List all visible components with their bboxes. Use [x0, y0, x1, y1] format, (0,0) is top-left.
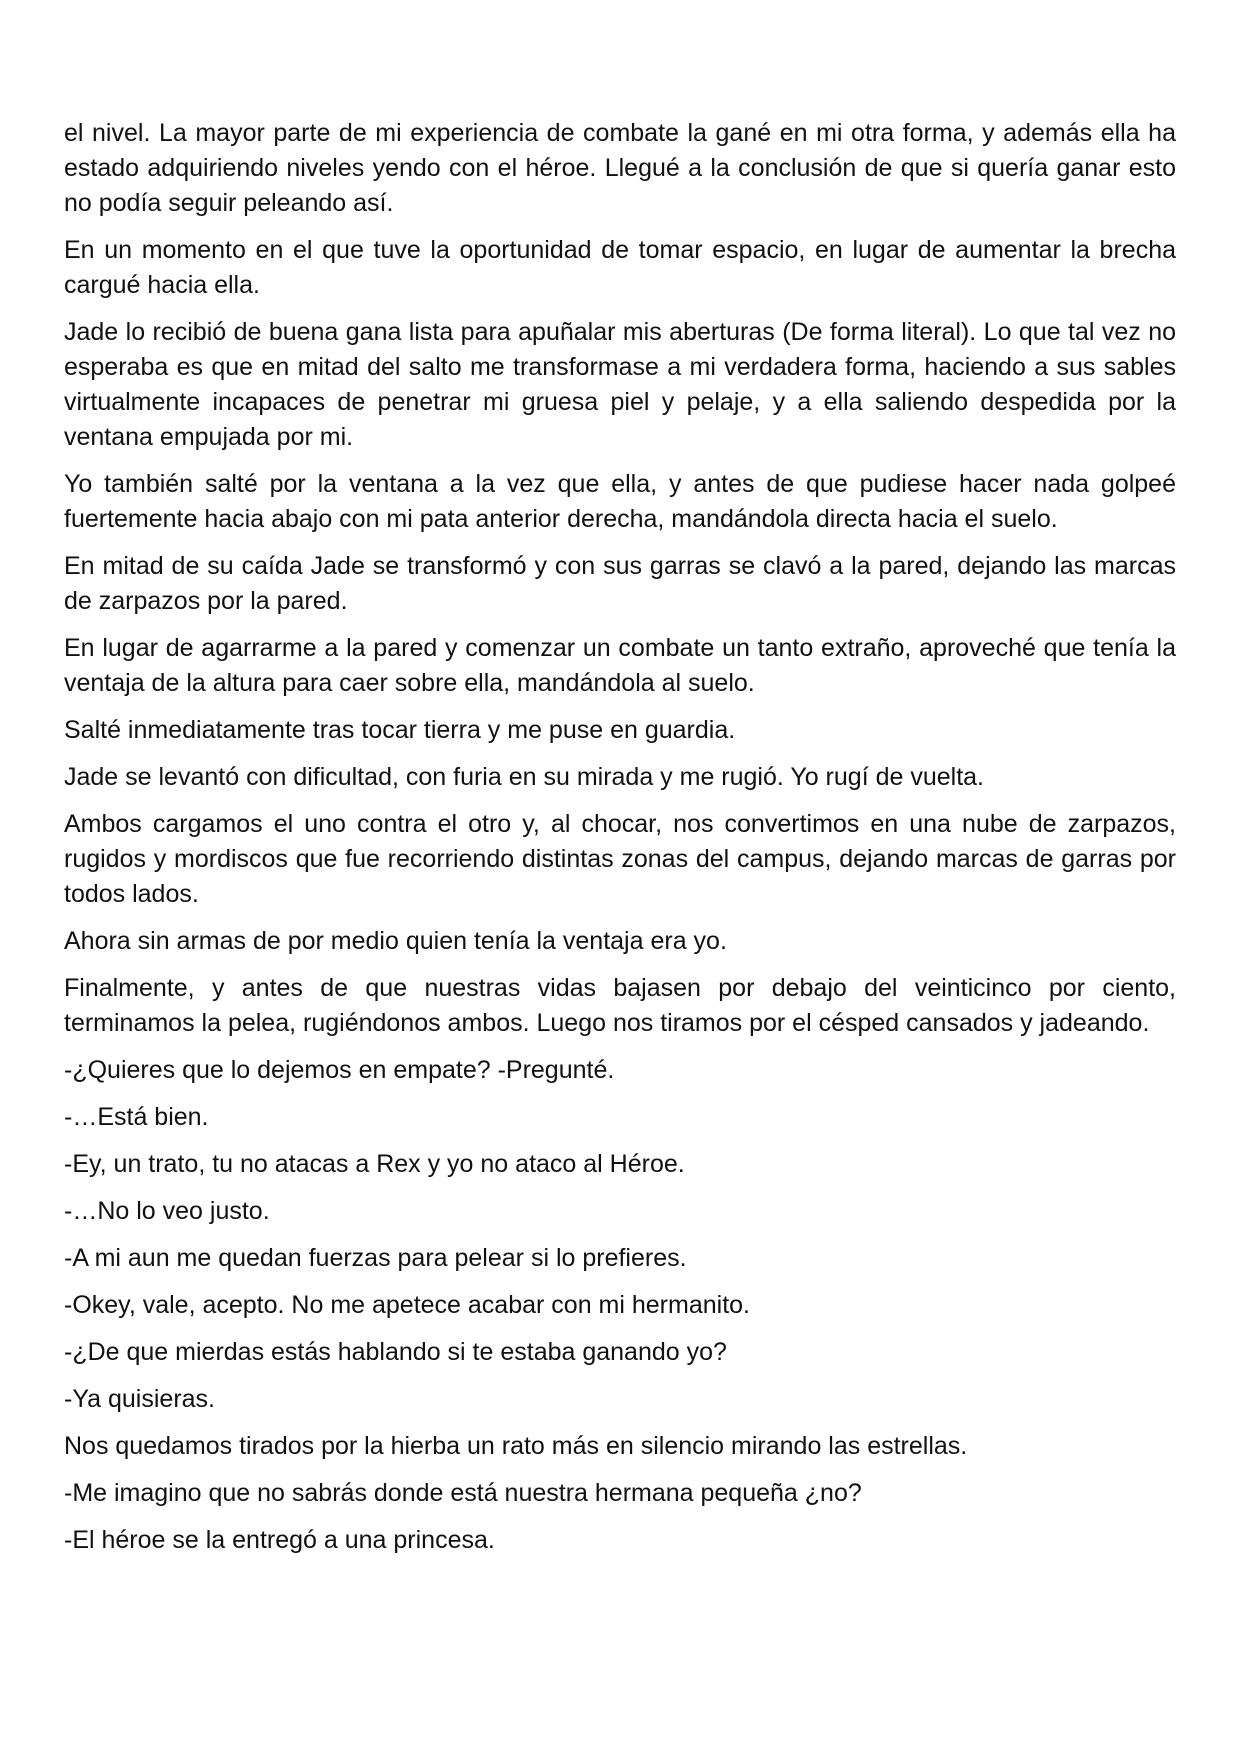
paragraph-7: Salté inmediatamente tras tocar tierra y me puse en guardia.: [64, 716, 736, 744]
paragraph-8: Jade se levantó con dificultad, con furia en su mirada y me rugió. Yo rugí de vuelta.: [64, 763, 984, 791]
paragraph-3: Jade lo recibió de buena gana lista para apuñalar mis aberturas (De forma literal). Lo que tal vez no esperaba es que en mitad del salto me transformase a mi verdadera forma, haciendo a sus sables virtualmente incapaces de penetrar mi gruesa piel y pelaje, y a ella saliendo despedida por la ventana empujada por mi.: [64, 318, 1176, 451]
paragraph-12: Nos quedamos tirados por la hierba un rato más en silencio mirando las estrellas.: [64, 1432, 968, 1460]
paragraph-2: En un momento en el que tuve la oportunidad de tomar espacio, en lugar de aumentar la brecha cargué hacia ella.: [64, 236, 1176, 299]
document-page: [64, 116, 1176, 1570]
dialogue-line-5: -A mi aun me quedan fuerzas para pelear si lo prefieres.: [64, 1244, 687, 1272]
paragraph-11: Finalmente, y antes de que nuestras vidas bajasen por debajo del veinticinco por ciento, terminamos la pelea, rugiéndonos ambos. Luego nos tiramos por el césped cansados y jadeando.: [64, 974, 1176, 1037]
dialogue-line-9: -Me imagino que no sabrás donde está nuestra hermana pequeña ¿no?: [64, 1479, 862, 1507]
paragraph-1: el nivel. La mayor parte de mi experiencia de combate la gané en mi otra forma, y además ella ha estado adquiriendo niveles yendo con el héroe. Llegué a la conclusión de que si quería ganar esto no podía seguir peleando así.: [64, 119, 1176, 217]
paragraph-10: Ahora sin armas de por medio quien tenía la ventaja era yo.: [64, 927, 727, 955]
paragraph-5: En mitad de su caída Jade se transformó y con sus garras se clavó a la pared, dejando las marcas de zarpazos por la pared.: [64, 552, 1176, 615]
dialogue-line-2: -…Está bien.: [64, 1103, 209, 1131]
dialogue-line-7: -¿De que mierdas estás hablando si te estaba ganando yo?: [64, 1338, 727, 1366]
paragraph-4: Yo también salté por la ventana a la vez que ella, y antes de que pudiese hacer nada golpeé fuertemente hacia abajo con mi pata anterior derecha, mandándola directa hacia el suelo.: [64, 470, 1176, 533]
dialogue-line-10: -El héroe se la entregó a una princesa.: [64, 1526, 495, 1554]
dialogue-line-8: -Ya quisieras.: [64, 1385, 215, 1413]
paragraph-6: En lugar de agarrarme a la pared y comenzar un combate un tanto extraño, aproveché que tenía la ventaja de la altura para caer sobre ella, mandándola al suelo.: [64, 634, 1176, 697]
dialogue-line-3: -Ey, un trato, tu no atacas a Rex y yo no ataco al Héroe.: [64, 1150, 685, 1178]
dialogue-line-6: -Okey, vale, acepto. No me apetece acabar con mi hermanito.: [64, 1291, 750, 1319]
dialogue-line-1: -¿Quieres que lo dejemos en empate? -Pregunté.: [64, 1056, 615, 1084]
paragraph-9: Ambos cargamos el uno contra el otro y, al chocar, nos convertimos en una nube de zarpazos, rugidos y mordiscos que fue recorriendo distintas zonas del campus, dejando marcas de garras por todos lados.: [64, 810, 1176, 908]
dialogue-line-4: -…No lo veo justo.: [64, 1197, 270, 1225]
